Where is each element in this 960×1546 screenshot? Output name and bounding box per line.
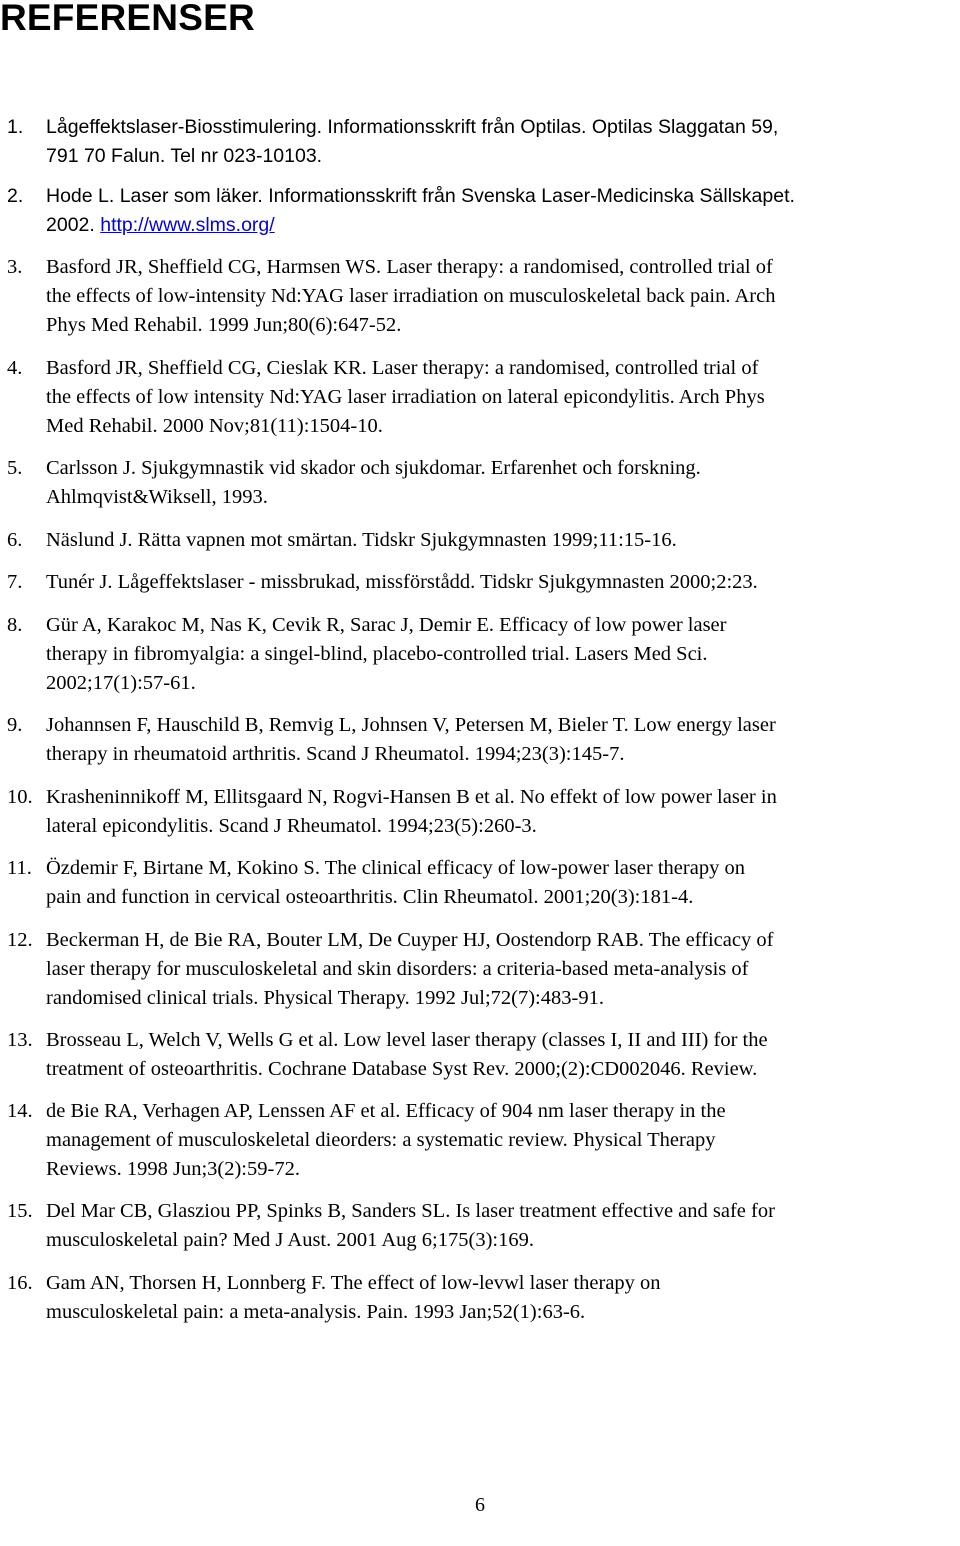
reference-line: Brosseau L, Welch V, Wells G et al. Low level laser therapy (classes I, II and III) for the [46,1029,768,1051]
reference-line: Beckerman H, de Bie RA, Bouter LM, De Cuyper HJ, Oostendorp RAB. The efficacy of [46,929,774,951]
reference-number: 1. [7,116,24,138]
reference-item [0,854,960,912]
reference-item [0,182,960,240]
reference-text [46,1197,960,1255]
reference-title: Laser therapy: a randomised, controlled trial of [381,256,773,278]
reference-line: laser therapy for musculoskeletal and skin disorders: a criteria-based meta-analysis of [46,958,749,980]
reference-line: treatment of osteoarthritis. Cochrane Database Syst Rev. 2000;(2):CD002046. Review. [46,1058,758,1080]
reference-line: musculoskeletal pain? Med J Aust. 2001 Aug 6;175(3):169. [46,1229,534,1251]
reference-line: Gam AN, Thorsen H, Lonnberg F. The effect of low-levwl laser therapy on [46,1272,661,1294]
page-number: 6 [475,1494,485,1516]
reference-text [46,354,960,441]
reference-number: 12. [7,929,33,951]
page-heading: REFERENSER [0,0,255,38]
reference-text [46,568,960,597]
reference-line: musculoskeletal pain: a meta-analysis. Pain. 1993 Jan;52(1):63-6. [46,1301,586,1323]
reference-line-prefix: 2002. [46,214,101,236]
reference-item [0,1097,960,1184]
reference-line: management of musculoskeletal dieorders: a systematic review. Physical Therapy [46,1129,716,1151]
reference-text [46,783,960,841]
reference-line: Krasheninnikoff M, Ellitsgaard N, Rogvi-Hansen B et al. No effekt of low power laser in [46,786,777,808]
reference-line: Näslund J. Rätta vapnen mot smärtan. Tidskr Sjukgymnasten 1999;11:15-16. [46,529,677,551]
reference-number: 3. [7,256,23,278]
reference-text [46,113,960,171]
reference-item [0,1197,960,1255]
reference-number: 4. [7,357,23,379]
reference-number: 6. [7,529,23,551]
reference-text [46,1269,960,1327]
reference-number: 11. [7,857,32,879]
reference-line: the effects of low-intensity Nd:YAG laser irradiation on musculoskeletal back pain. Arch [46,285,776,307]
reference-line: Lågeffektslaser-Biosstimulering. Informationsskrift från Optilas. Optilas Slaggatan 59, [46,116,779,138]
reference-number: 16. [7,1272,33,1294]
reference-line: Del Mar CB, Glasziou PP, Spinks B, Sanders SL. Is laser treatment effective and safe for [46,1200,775,1222]
reference-text [46,1026,960,1084]
reference-item [0,568,960,597]
reference-line: Gür A, Karakoc M, Nas K, Cevik R, Sarac J, Demir E. Efficacy of low power laser [46,614,727,636]
reference-number: 10. [7,786,33,808]
reference-number: 13. [7,1029,33,1051]
reference-text [46,253,960,340]
reference-number: 2. [7,185,24,207]
reference-line: Hode L. Laser som läker. Informationsskrift från Svenska Laser-Medicinska Sällskapet. [46,185,795,207]
reference-item [0,1026,960,1084]
reference-number: 15. [7,1200,33,1222]
reference-line: Reviews. 1998 Jun;3(2):59-72. [46,1158,300,1180]
reference-line: de Bie RA, Verhagen AP, Lenssen AF et al. Efficacy of 904 nm laser therapy in the [46,1100,726,1122]
reference-number: 8. [7,614,23,636]
reference-text [46,454,960,512]
reference-item [0,354,960,441]
reference-line: Basford JR, Sheffield CG, Cieslak KR. Laser therapy: a randomised, controlled trial of [46,357,759,379]
reference-line: Tunér J. Lågeffektslaser - missbrukad, missförstådd. Tidskr Sjukgymnasten 2000;2:23. [46,571,758,593]
reference-line: Carlsson J. Sjukgymnastik vid skador och sjukdomar. Erfarenhet och forskning. [46,457,701,479]
reference-number: 9. [7,714,23,736]
reference-item [0,253,960,340]
reference-line: randomised clinical trials. Physical Therapy. 1992 Jul;72(7):483-91. [46,987,604,1009]
reference-item [0,526,960,555]
reference-line: pain and function in cervical osteoarthritis. Clin Rheumatol. 2001;20(3):181-4. [46,886,694,908]
reference-line: lateral epicondylitis. Scand J Rheumatol. 1994;23(5):260-3. [46,815,537,837]
reference-text [46,182,960,240]
reference-text [46,526,960,555]
reference-line [46,211,960,240]
reference-item [0,611,960,698]
reference-authors: Basford JR, Sheffield CG, Harmsen WS. [46,256,382,278]
reference-line [46,253,960,282]
reference-text [46,611,960,698]
reference-line: 2002;17(1):57-61. [46,672,196,694]
reference-item [0,711,960,769]
reference-number: 5. [7,457,23,479]
reference-text [46,926,960,1013]
reference-line: Phys Med Rehabil. 1999 Jun;80(6):647-52. [46,314,402,336]
reference-line: the effects of low intensity Nd:YAG laser irradiation on lateral epicondylitis. Arch Phys [46,386,765,408]
reference-line: Med Rehabil. 2000 Nov;81(11):1504-10. [46,415,383,437]
reference-item [0,454,960,512]
slms-website-link[interactable]: http://www.slms.org/ [100,214,275,236]
reference-item [0,113,960,171]
reference-line: 791 70 Falun. Tel nr 023-10103. [46,145,323,167]
reference-line: Johannsen F, Hauschild B, Remvig L, Johnsen V, Petersen M, Bieler T. Low energy laser [46,714,776,736]
reference-number: 7. [7,571,23,593]
reference-text [46,1097,960,1184]
reference-line: Ahlmqvist&Wiksell, 1993. [46,486,268,508]
reference-line: Özdemir F, Birtane M, Kokino S. The clinical efficacy of low-power laser therapy on [46,857,745,879]
reference-number: 14. [7,1100,33,1122]
reference-item [0,783,960,841]
reference-line: therapy in fibromyalgia: a singel-blind, placebo-controlled trial. Lasers Med Sci. [46,643,708,665]
reference-item [0,926,960,1013]
reference-item [0,1269,960,1327]
reference-text [46,854,960,912]
reference-line: therapy in rheumatoid arthritis. Scand J Rheumatol. 1994;23(3):145-7. [46,743,625,765]
reference-text [46,711,960,769]
